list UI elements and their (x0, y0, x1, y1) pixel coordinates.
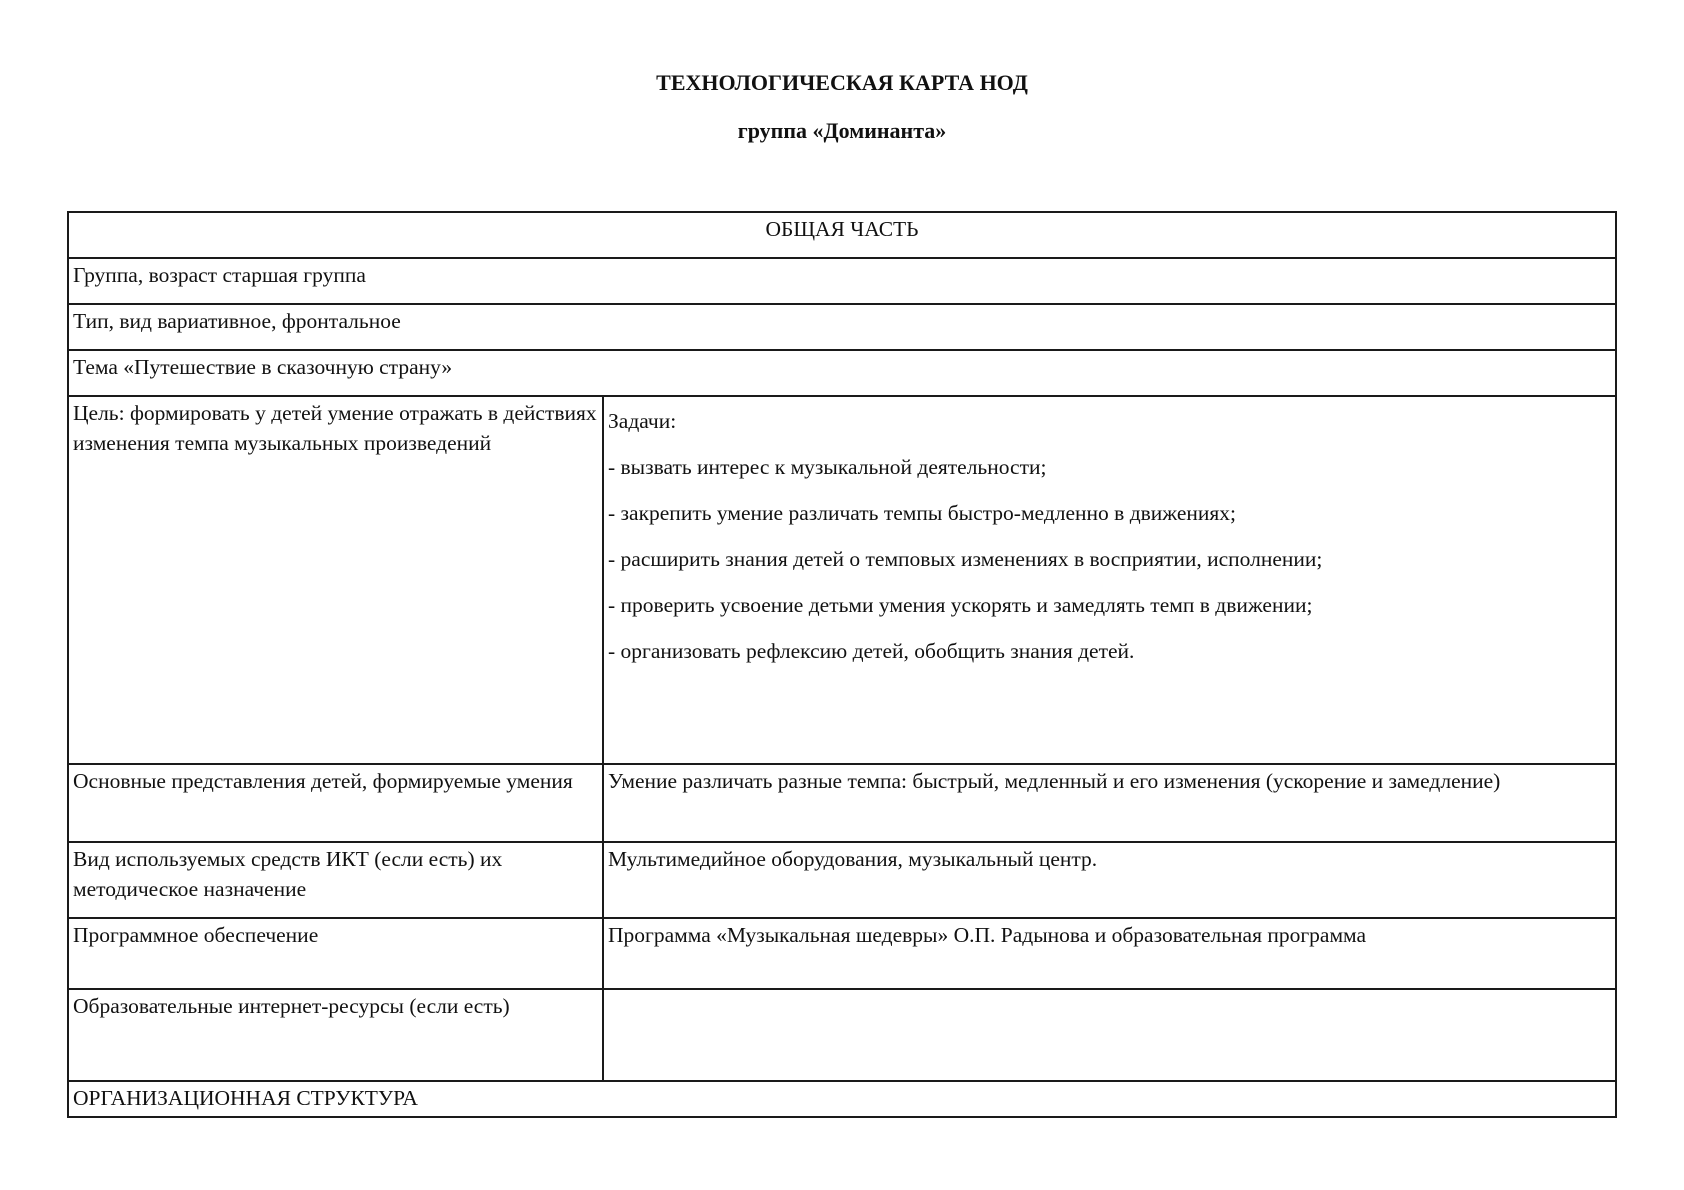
group-age-row: Группа, возраст старшая группа (68, 258, 1616, 304)
tasks-heading: Задачи: (608, 409, 677, 433)
row-value (603, 989, 1616, 1081)
row-label: Основные представления детей, формируемые умения (68, 764, 603, 842)
row-label: Программное обеспечение (68, 918, 603, 989)
theme-row: Тема «Путешествие в сказочную страну» (68, 350, 1616, 396)
task-item: - проверить усвоение детьми умения ускорять и замедлять темп в движении; (608, 593, 1313, 617)
document-title: ТЕХНОЛОГИЧЕСКАЯ КАРТА НОД (656, 70, 1028, 95)
row-label: Образовательные интернет-ресурсы (если есть) (68, 989, 603, 1081)
goal-cell: Цель: формировать у детей умение отражать в действиях изменения темпа музыкальных произведений (68, 396, 603, 764)
document-subtitle: группа «Доминанта» (737, 118, 947, 143)
row-value: Мультимедийное оборудования, музыкальный центр. (603, 842, 1616, 918)
org-structure-heading: ОРГАНИЗАЦИОННАЯ СТРУКТУРА (68, 1081, 1616, 1117)
general-part-heading: ОБЩАЯ ЧАСТЬ (68, 212, 1616, 258)
task-item: - закрепить умение различать темпы быстро-медленно в движениях; (608, 501, 1237, 525)
type-kind-row: Тип, вид вариативное, фронтальное (68, 304, 1616, 350)
technology-map-table (67, 211, 1617, 1118)
task-item: - вызвать интерес к музыкальной деятельности; (608, 455, 1047, 479)
task-item: - расширить знания детей о темповых изменениях в восприятии, исполнении; (608, 547, 1323, 571)
row-label: Вид используемых средств ИКТ (если есть) их методическое назначение (68, 842, 603, 918)
row-value: Умение различать разные темпа: быстрый, медленный и его изменения (ускорение и замедление) (603, 764, 1616, 842)
task-item: - организовать рефлексию детей, обобщить знания детей. (608, 639, 1135, 663)
row-value: Программа «Музыкальная шедевры» О.П. Радынова и образовательная программа (603, 918, 1616, 989)
tasks-cell (603, 396, 1616, 764)
